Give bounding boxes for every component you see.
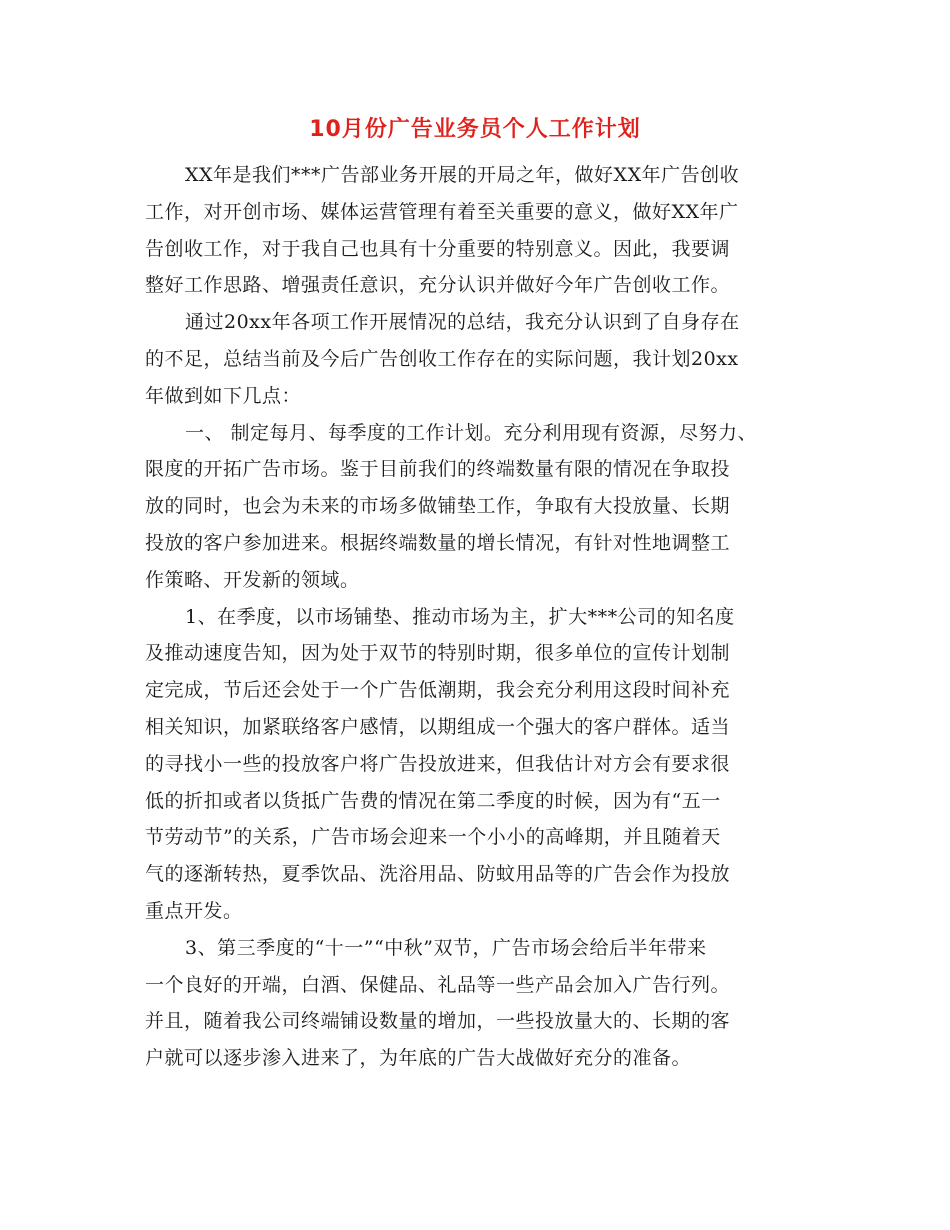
paragraph xyxy=(145,599,825,930)
paragraph-line: 及推动速度告知，因为处于双节的特别时期，很多单位的宣传计划制 xyxy=(145,642,731,665)
paragraph-line: 年做到如下几点： xyxy=(145,384,302,407)
paragraph-line: 一、 制定每月、每季度的工作计划。充分利用现有资源，尽努力、 xyxy=(185,421,758,444)
paragraph xyxy=(145,157,825,304)
paragraph xyxy=(145,930,825,1077)
paragraph-line: 重点开发。 xyxy=(145,899,243,922)
paragraph-line: 气的逐渐转热，夏季饮品、洗浴用品、防蚊用品等的广告会作为投放 xyxy=(145,863,731,886)
paragraph-line: 投放的客户参加进来。根据终端数量的增长情况，有针对性地调整工 xyxy=(145,531,731,554)
paragraph-line: 整好工作思路、增强责任意识，充分认识并做好今年广告创收工作。 xyxy=(145,274,731,297)
paragraph-line: 相关知识，加紧联络客户感情，以期组成一个强大的客户群体。适当 xyxy=(145,715,731,738)
paragraph xyxy=(145,415,825,599)
paragraph-line: XX年是我们***广告部业务开展的开局之年，做好XX年广告创收 xyxy=(185,164,740,186)
paragraph-line: 限度的开拓广告市场。鉴于目前我们的终端数量有限的情况在争取投 xyxy=(145,458,731,481)
paragraph-line: 告创收工作，对于我自己也具有十分重要的特别意义。因此，我要调 xyxy=(145,237,731,260)
paragraph-line: 并且，随着我公司终端铺设数量的增加，一些投放量大的、长期的客 xyxy=(145,1010,731,1033)
paragraph-line: 低的折扣或者以货抵广告费的情况在第二季度的时候，因为有“五一 xyxy=(145,789,721,812)
paragraph-line: 通过20xx年各项工作开展情况的总结，我充分认识到了自身存在 xyxy=(185,311,740,334)
document-title: 10月份广告业务员个人工作计划 xyxy=(309,117,641,142)
paragraph-line: 户就可以逐步渗入进来了，为年底的广告大战做好充分的准备。 xyxy=(145,1047,692,1070)
paragraph-line: 的不足，总结当前及今后广告创收工作存在的实际问题，我计划20xx xyxy=(145,347,739,370)
paragraph-line: 节劳动节”的关系，广告市场会迎来一个小小的高峰期，并且随着天 xyxy=(145,826,721,849)
paragraph-line: 一个良好的开端，白酒、保健品、礼品等一些产品会加入广告行列。 xyxy=(145,973,731,996)
document-body xyxy=(145,157,825,1077)
paragraph-line: 定完成，节后还会处于一个广告低潮期，我会充分利用这段时间补充 xyxy=(145,679,731,702)
paragraph-line: 工作，对开创市场、媒体运营管理有着至关重要的意义，做好XX年广 xyxy=(145,200,739,223)
paragraph-line: 的寻找小一些的投放客户将广告投放进来，但我估计对方会有要求很 xyxy=(145,752,731,775)
paragraph xyxy=(145,304,825,414)
paragraph-line: 作策略、开发新的领域。 xyxy=(145,568,360,591)
paragraph-line: 放的同时，也会为未来的市场多做铺垫工作，争取有大投放量、长期 xyxy=(145,495,731,518)
paragraph-line: 3、第三季度的“十一”“中秋”双节，广告市场会给后半年带来 xyxy=(185,936,707,959)
paragraph-line: 1、在季度，以市场铺垫、推动市场为主，扩大***公司的知名度 xyxy=(185,605,735,628)
